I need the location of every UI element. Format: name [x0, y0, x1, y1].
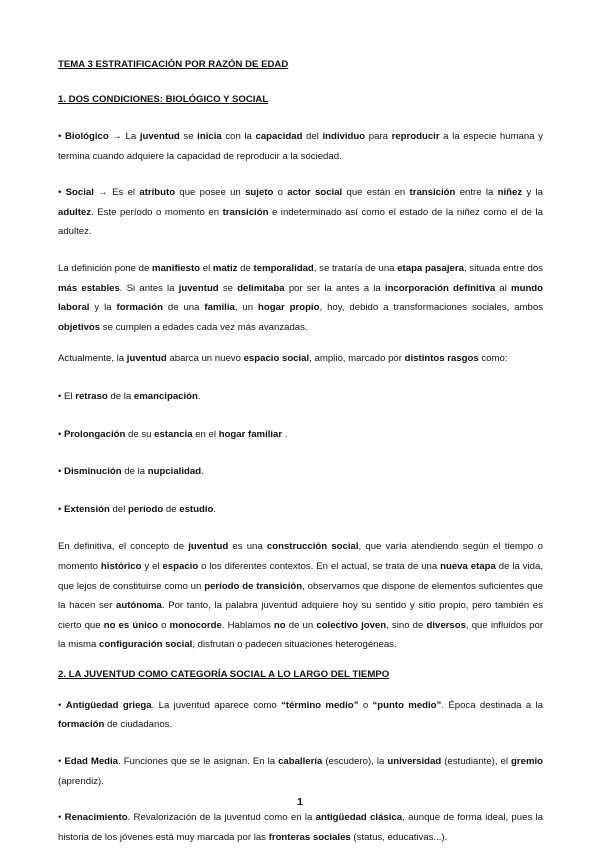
text-run: o los diferentes contextos. En el actual, se trata de una [198, 560, 441, 572]
bullet-renacimiento [58, 808, 543, 847]
text-run: y la [522, 187, 544, 199]
text-run: • [58, 699, 66, 711]
section-heading-1: 1. DOS CONDICIONES: BIOLÓGICO Y SOCIAL [58, 94, 269, 105]
document-title: TEMA 3 ESTRATIFICACIÓN POR RAZÓN DE EDAD [58, 59, 289, 70]
bullet-disminucion [58, 462, 543, 482]
bold-text: diversos [426, 619, 466, 631]
text-run: de la [107, 390, 134, 402]
paragraph-social [58, 183, 543, 242]
bold-text: no es único [103, 619, 158, 631]
paragraph-biologico [58, 127, 543, 166]
paragraph-en-definitiva [58, 537, 543, 655]
text-run: de la [121, 466, 148, 478]
text-run: En definitiva, el concepto de [58, 541, 189, 553]
text-run: , situada entre dos [463, 262, 543, 274]
text-run: . La juventud aparece como [151, 699, 282, 711]
text-run: . [282, 428, 288, 440]
text-run: . [213, 503, 217, 515]
bold-text: monocorde [169, 619, 222, 631]
text-run: como: [478, 353, 508, 365]
bold-text: antigüedad clásica [315, 812, 403, 824]
text-run: se cumplen a edades cada vez más avanzadas. [100, 321, 308, 333]
text-run: abarca un nuevo [166, 353, 244, 365]
page-number: 1 [297, 796, 303, 808]
bold-text: “término medio” [281, 699, 359, 711]
text-run: por ser la antes a la [284, 282, 385, 294]
text-run: , se trataría de una [313, 262, 398, 274]
bold-text: Social [65, 187, 94, 199]
bold-text: juventud [188, 541, 229, 553]
bold-text: fronteras sociales [268, 831, 351, 843]
bold-text: inicia [197, 131, 222, 142]
text-run: . Funciones que se le asignan. En la [118, 756, 279, 768]
text-run: • [58, 503, 65, 515]
bold-text: hogar propio [258, 302, 320, 314]
bold-text: actor social [287, 187, 343, 199]
bold-text: colectivo joven [316, 619, 387, 631]
bold-text: retraso [75, 390, 108, 402]
bold-text: histórico [100, 560, 142, 572]
bold-text: formación [116, 302, 163, 314]
bold-text: construcción social [266, 541, 359, 553]
text-run: entre la [455, 187, 498, 199]
text-run: . Este período o momento en [91, 206, 223, 218]
bold-text: manifiesto [152, 262, 201, 274]
bold-text: delimitaba [237, 282, 285, 294]
bold-text: período [128, 503, 164, 515]
text-run: . [197, 390, 201, 402]
bold-text: juventud [178, 282, 219, 294]
text-run: de [237, 262, 254, 274]
bold-text: juventud [126, 353, 167, 365]
text-run: o [358, 699, 373, 711]
bold-text: Disminución [64, 466, 122, 478]
text-run: • [58, 812, 65, 824]
text-run: se [218, 282, 238, 294]
text-run: , disfrutan o padecen situaciones heterogéneas. [192, 639, 397, 651]
bold-text: estudio [179, 503, 214, 515]
bold-text: sujeto [245, 187, 274, 199]
text-run: Actualmente, la [58, 353, 127, 365]
text-run: con la [221, 131, 256, 142]
text-run: de la vida, que lejos de constituirse como un [58, 560, 543, 592]
text-run: del [109, 503, 129, 515]
bold-text: atributo [139, 187, 176, 199]
bold-text: temporalidad [253, 262, 314, 274]
text-run: el [200, 262, 213, 274]
text-run: (aprendiz). [58, 775, 104, 787]
bold-text: Renacimiento [64, 812, 128, 824]
bold-text: espacio social [243, 353, 310, 365]
bold-text: adultez [58, 206, 92, 218]
bold-text: matiz [212, 262, 238, 274]
bold-text: período de transición [204, 580, 303, 592]
text-run: al [495, 282, 512, 294]
bold-text: nueva etapa [440, 560, 496, 572]
document-body [58, 57, 543, 859]
bold-text: Biológico [64, 131, 109, 142]
bold-text: transición [222, 206, 269, 218]
text-run: . Hablamos [221, 619, 274, 631]
text-run: . Por tanto, la palabra juventud adquiere hoy su sentido y sitio propio, pero también es cierto que [58, 600, 543, 631]
text-run: La definición pone de [58, 262, 153, 274]
text-run: de ciudadanos. [104, 719, 173, 731]
text-run: • [58, 428, 65, 440]
text-run: , un [234, 302, 259, 314]
bold-text: caballería [278, 756, 323, 768]
bold-text: Prolongación [64, 428, 126, 440]
section-heading-2: 2. LA JUVENTUD COMO CATEGORÍA SOCIAL A LO LARGO DEL TIEMPO [58, 668, 390, 680]
text-run: . [201, 466, 204, 478]
text-run: de [163, 503, 180, 515]
bold-text: distintos rasgos [404, 353, 479, 365]
text-run: . Época destinada a la [441, 699, 543, 711]
text-run: es una [228, 541, 267, 553]
text-run: o [273, 187, 288, 199]
text-run: a la especie humana y termina cuando adquiere la capacidad de reproducir a la sociedad. [58, 131, 543, 162]
text-run: de un [285, 619, 317, 631]
text-run: y el [141, 560, 163, 572]
paragraph-definicion [58, 259, 543, 337]
bold-text: mundo laboral [58, 282, 544, 314]
bold-text: Edad Media [64, 756, 119, 768]
bold-text: niñez [497, 187, 523, 199]
text-run: • [58, 466, 65, 478]
text-run: de una [162, 302, 205, 314]
bold-text: formación [58, 719, 105, 731]
bold-text: Extensión [64, 503, 110, 515]
text-run: (escudero), la [322, 756, 388, 768]
text-run: . Si antes la [119, 282, 179, 294]
bold-text: universidad [387, 756, 442, 768]
text-run: que están en [342, 187, 410, 199]
bold-text: espacio [162, 560, 199, 572]
bold-text: capacidad [255, 131, 303, 142]
text-run: • [58, 756, 65, 768]
bold-text: juventud [139, 131, 180, 142]
bold-text: Antigüedad griega [65, 699, 152, 711]
bold-text: incorporación definitiva [384, 282, 496, 294]
text-run: , que varía atendiendo según el tiempo o momento [58, 541, 543, 572]
bold-text: nupcialidad [147, 466, 202, 478]
bold-text: autónoma [116, 600, 162, 612]
bold-text: emancipación [133, 390, 198, 402]
text-run: → La [108, 131, 140, 142]
text-run: para [365, 131, 392, 142]
bold-text: estancia [154, 428, 193, 440]
text-run: • [58, 187, 66, 199]
bold-text: más estables [58, 282, 120, 294]
bold-text: configuración social [99, 639, 193, 651]
bold-text: individuo [322, 131, 366, 142]
paragraph-actualmente [58, 349, 543, 369]
text-run: . Revalorización de la juventud como en la [127, 812, 316, 824]
text-run: (estudiante), el [441, 756, 512, 768]
text-run: e indeterminado así como el estado de la niñez como el de la adultez. [58, 206, 543, 238]
text-run: se [179, 131, 198, 142]
bold-text: objetivos [58, 321, 101, 333]
text-run: o [157, 619, 170, 631]
bold-text: etapa pasajera [397, 262, 464, 274]
text-run: (status, educativas...). [350, 831, 448, 843]
text-run: → Es el [93, 187, 140, 199]
text-run: , amplio, marcado por [309, 353, 405, 365]
bold-text: gremio [511, 756, 544, 768]
bullet-retraso [58, 387, 543, 407]
text-run: • El [58, 390, 76, 402]
text-run: , observamos que dispone de elementos suficientes que la hacen ser [58, 580, 543, 612]
bold-text: familia [204, 302, 235, 314]
text-run: de su [125, 428, 155, 440]
text-run: , que influidos por la misma [58, 619, 544, 651]
bold-text: reproducir [391, 131, 440, 142]
bullet-prolongacion [58, 425, 543, 445]
text-run: del [302, 131, 323, 142]
bold-text: hogar familiar [218, 428, 283, 440]
text-run: y la [89, 302, 117, 314]
bullet-edad-media [58, 752, 543, 791]
bullet-antiguedad-griega [58, 696, 543, 735]
text-run: , hoy, debido a transformaciones sociales, ambos [319, 302, 544, 314]
bold-text: no [273, 619, 286, 631]
text-run: que posee un [175, 187, 246, 199]
text-run: , sino de [386, 619, 427, 631]
bullet-extension [58, 500, 543, 520]
text-run: en el [192, 428, 219, 440]
text-run: , aunque de forma ideal, pues la historia de los jóvenes está muy marcada por las [58, 812, 544, 843]
bold-text: transición [409, 187, 456, 199]
bold-text: “punto medio” [372, 699, 442, 711]
text-run: • [58, 131, 65, 142]
